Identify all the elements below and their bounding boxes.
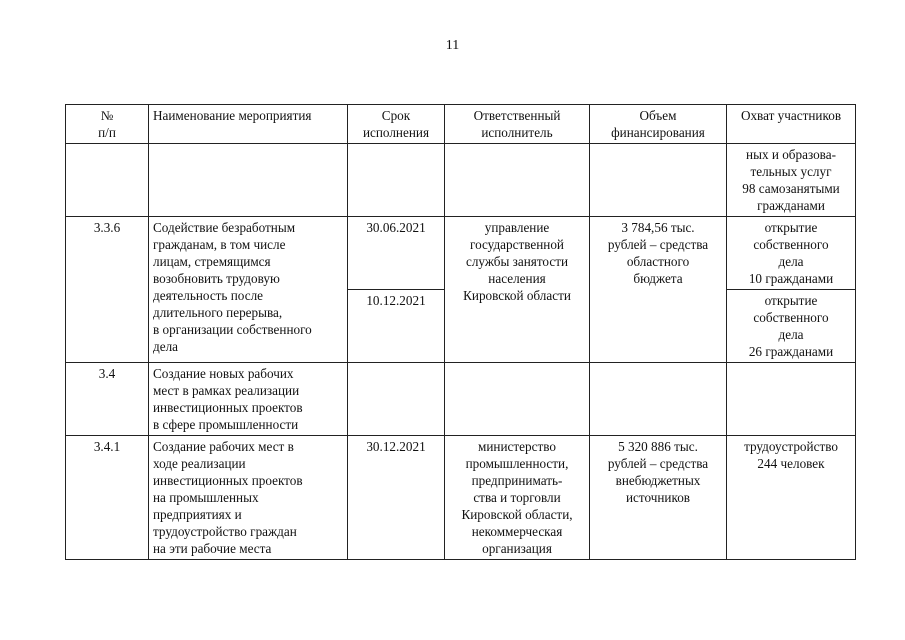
cell-name: Создание новых рабочих мест в рамках реализации инвестиционных проектов в сфере промышленности bbox=[149, 363, 348, 436]
table-row bbox=[66, 436, 856, 560]
cell-name: Создание рабочих мест в ходе реализации инвестиционных проектов на промышленных предприятиях и трудоустройство граждан на эти рабочие места bbox=[149, 436, 348, 560]
header-num: № п/п bbox=[66, 105, 149, 144]
cell-term: 10.12.2021 bbox=[348, 290, 445, 363]
cell-num: 3.4 bbox=[66, 363, 149, 436]
cell-term bbox=[348, 144, 445, 217]
cell-coverage: трудоустройство 244 человек bbox=[727, 436, 856, 560]
table-row bbox=[66, 144, 856, 217]
header-name: Наименование мероприятия bbox=[149, 105, 348, 144]
cell-funding: 3 784,56 тыс. рублей – средства областного бюджета bbox=[590, 217, 727, 363]
header-responsible: Ответственный исполнитель bbox=[445, 105, 590, 144]
cell-num: 3.3.6 bbox=[66, 217, 149, 363]
cell-funding bbox=[590, 363, 727, 436]
cell-name: Содействие безработным гражданам, в том числе лицам, стремящимся возобновить трудовую деятельность после длительного перерыва, в организации собственного дела bbox=[149, 217, 348, 363]
cell-responsible: управление государственной службы занятости населения Кировской области bbox=[445, 217, 590, 363]
table-row bbox=[66, 363, 856, 436]
cell-coverage: открытие собственного дела 26 гражданами bbox=[727, 290, 856, 363]
cell-num bbox=[66, 144, 149, 217]
table-row bbox=[66, 217, 856, 290]
cell-responsible bbox=[445, 144, 590, 217]
cell-term: 30.06.2021 bbox=[348, 217, 445, 290]
cell-funding: 5 320 886 тыс. рублей – средства внебюджетных источников bbox=[590, 436, 727, 560]
cell-coverage: ных и образова- тельных услуг 98 самозанятыми гражданами bbox=[727, 144, 856, 217]
cell-term bbox=[348, 363, 445, 436]
header-funding: Объем финансирования bbox=[590, 105, 727, 144]
table-header-row bbox=[66, 105, 856, 144]
cell-coverage bbox=[727, 363, 856, 436]
header-term: Срок исполнения bbox=[348, 105, 445, 144]
measures-table bbox=[65, 104, 856, 560]
cell-responsible bbox=[445, 363, 590, 436]
cell-name bbox=[149, 144, 348, 217]
cell-responsible: министерство промышленности, предпринимать- ства и торговли Кировской области, некоммерческая организация bbox=[445, 436, 590, 560]
cell-term: 30.12.2021 bbox=[348, 436, 445, 560]
cell-funding bbox=[590, 144, 727, 217]
header-coverage: Охват участников bbox=[727, 105, 856, 144]
cell-coverage: открытие собственного дела 10 гражданами bbox=[727, 217, 856, 290]
page-number: 11 bbox=[445, 38, 460, 53]
cell-num: 3.4.1 bbox=[66, 436, 149, 560]
